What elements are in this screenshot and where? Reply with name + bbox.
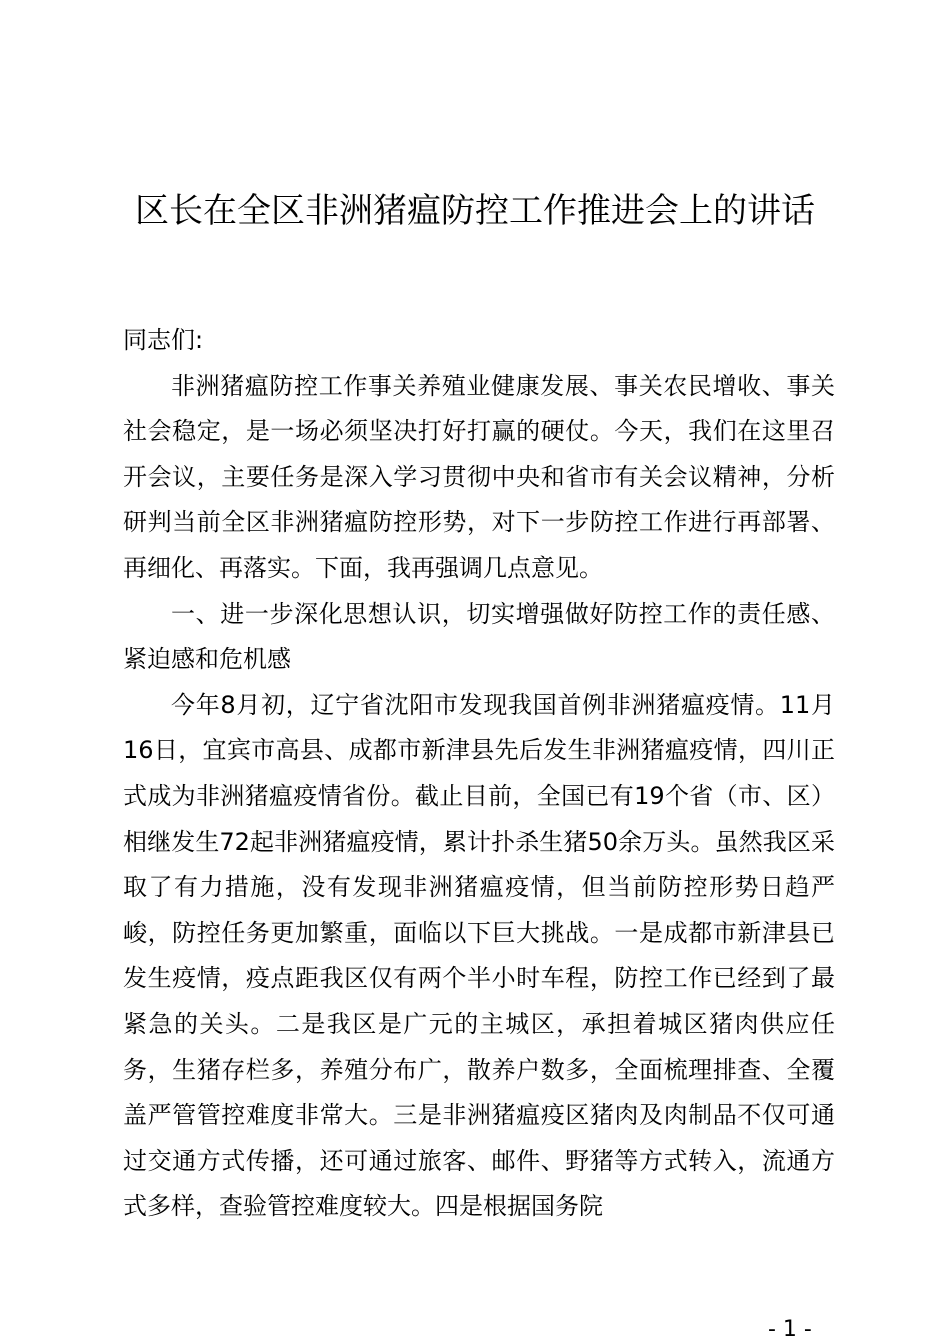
- paragraph-intro: 非洲猪瘟防控工作事关养殖业健康发展、事关农民增收、事关社会稳定，是一场必须坚决打好打赢的硬仗。今天，我们在这里召开会议，主要任务是深入学习贯彻中央和省市有关会议精神，分析研判当前全区非洲猪瘟防控形势，对下一步防控工作进行再部署、再细化、再落实。下面，我再强调几点意见。: [123, 371, 835, 582]
- document-title: 区长在全区非洲猪瘟防控工作推进会上的讲话: [135, 191, 815, 231]
- salutation: 同志们:: [123, 326, 204, 354]
- page-number: - 1 -: [768, 1317, 812, 1342]
- document-body: [123, 318, 835, 1230]
- section-heading-1: 一、进一步深化思想认识，切实增强做好防控工作的责任感、紧迫感和危机感: [123, 599, 835, 674]
- paragraph-situation: 今年8月初，辽宁省沈阳市发现我国首例非洲猪瘟疫情。11月16日，宜宾市高县、成都市新津县先后发生非洲猪瘟疫情，四川正式成为非洲猪瘟疫情省份。截止目前，全国已有19个省（市、区）相继发生72起非洲猪瘟疫情，累计扑杀生猪50余万头。虽然我区采取了有力措施，没有发现非洲猪瘟疫情，但当前防控形势日趋严峻，防控任务更加繁重，面临以下巨大挑战。一是成都市新津县已发生疫情，疫点距我区仅有两个半小时车程，防控工作已经到了最紧急的关头。二是我区是广元的主城区，承担着城区猪肉供应任务，生猪存栏多，养殖分布广，散养户数多，全面梳理排查、全覆盖严管管控难度非常大。三是非洲猪瘟疫区猪肉及肉制品不仅可通过交通方式传播，还可通过旅客、邮件、野猪等方式转入，流通方式多样，查验管控难度较大。四是根据国务院: [123, 690, 835, 1221]
